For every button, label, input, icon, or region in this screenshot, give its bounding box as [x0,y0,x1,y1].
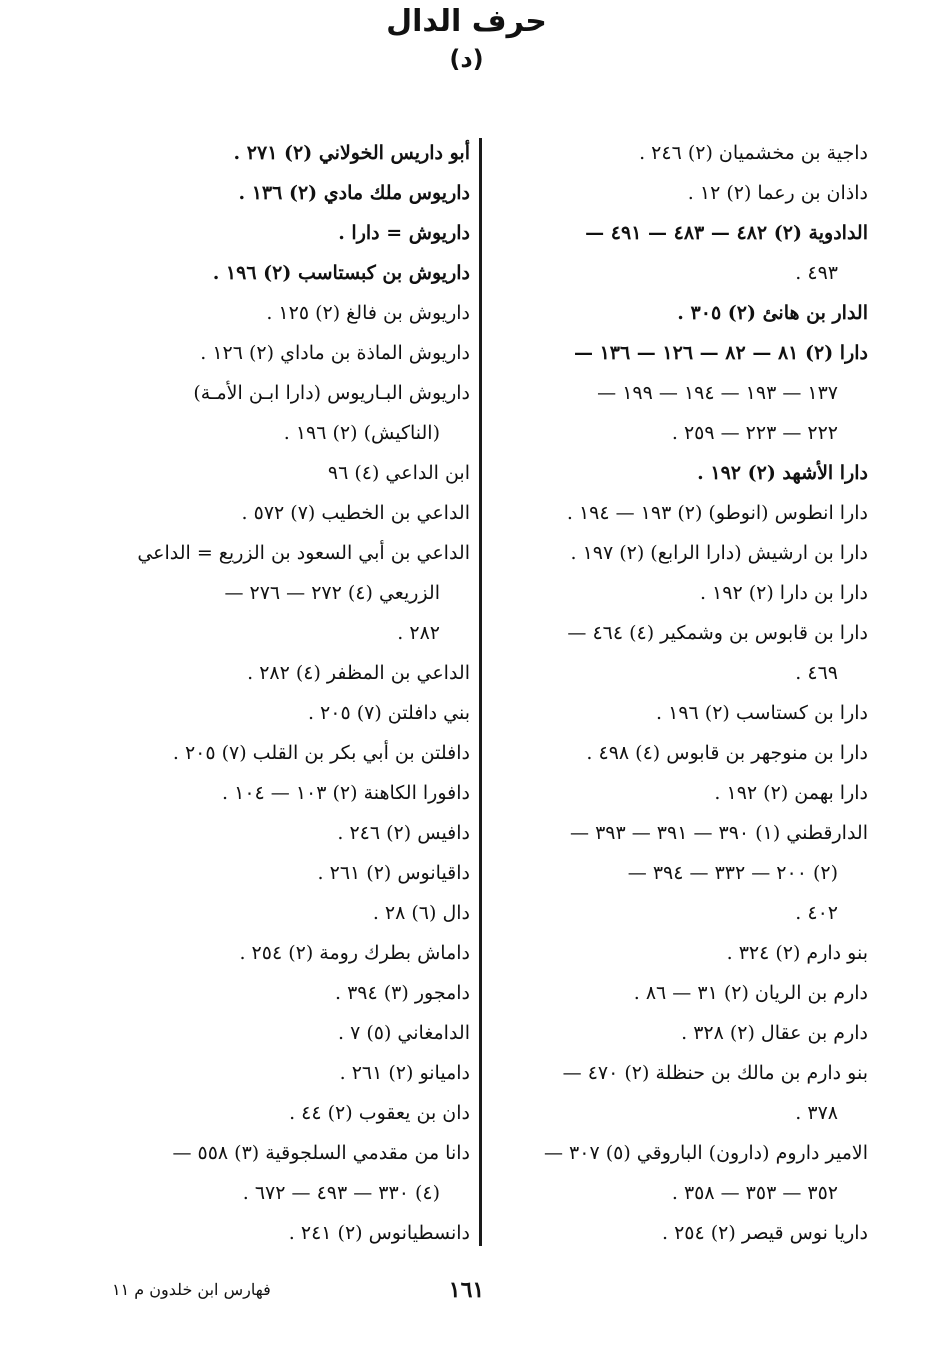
index-entry: بني دافلتن (٧) ٢٠٥ . [307,702,470,724]
index-entry: دانسطيانوس (٢) ٢٤١ . [288,1222,470,1244]
index-entry: داماش بطرك رومة (٢) ٢٥٤ . [239,942,470,964]
index-entry: داريوش الماذة بن ماداي (٢) ١٢٦ . [200,342,470,364]
page-header [0,2,933,74]
index-entry: الداعي بن أبي السعود بن الزريع = الداعي [137,542,470,564]
index-entry: دارا (٢) ٨١ — ٨٢ — ١٢٦ — ١٣٦ — [573,342,868,364]
volume-note: فهارس ابن خلدون م ١١ [112,1280,271,1299]
page-number: ١٦١ [448,1277,485,1303]
column-divider [479,138,482,1246]
index-entry: الدارقطني (١) ٣٩٠ — ٣٩١ — ٣٩٣ — [570,822,868,844]
index-entry-continuation: (٤) ٣٣٠ — ٤٩٣ — ٦٧٢ . [242,1182,440,1204]
index-entry: الداعي بن الخطيب (٧) ٥٧٢ . [241,502,470,524]
index-entry: دال (٦) ٢٨ . [372,902,470,924]
index-entry: دانا من مقدمي السلجوقية (٣) ٥٥٨ — [172,1142,470,1164]
index-entry: بنو دارم بن مالك بن حنظلة (٢) ٤٧٠ — [562,1062,868,1084]
index-entry: داجية بن مخشميان (٢) ٢٤٦ . [639,142,868,164]
index-entry: دافلتن بن أبي بكر بن القلب (٧) ٢٠٥ . [172,742,470,764]
index-entry-continuation: الزريعي (٤) ٢٧٢ — ٢٧٦ — [224,582,440,604]
index-entry: دارا بن دارا (٢) ١٩٢ . [699,582,868,604]
section-letter: (د) [449,45,484,73]
index-entry: داميانو (٢) ٢٦١ . [339,1062,470,1084]
index-entry: الدامغاني (٥) ٧ . [337,1022,470,1044]
index-entry: داريوش = دارا . [338,222,470,244]
index-entry: الامير داروم (دارون) الباروقي (٥) ٣٠٧ — [543,1142,868,1164]
index-entry: دامجور (٣) ٣٩٤ . [334,982,470,1004]
index-entry: داريوش بن كبستاسب (٢) ١٩٦ . [212,262,470,284]
section-title: حرف الدال [386,4,547,39]
index-entry: دارم بن الريان (٢) ٣١ — ٨٦ . [633,982,868,1004]
index-entry: أبو داريس الخولاني (٢) ٢٧١ . [233,142,470,164]
index-entry-continuation: ٤٦٩ . [795,662,838,684]
index-entry: دارا انطوس (انوطو) (٢) ١٩٣ — ١٩٤ . [566,502,868,524]
index-column-left [118,133,470,1253]
index-entry: داريوس ملك مادي (٢) ١٣٦ . [238,182,470,204]
index-entry: دارا الأشهد (٢) ١٩٢ . [697,462,868,484]
index-entry: دافورا الكاهنة (٢) ١٠٣ — ١٠٤ . [222,782,470,804]
index-entry: داريوش بن فالغ (٢) ١٢٥ . [266,302,470,324]
index-entry: دارم بن عقال (٢) ٣٢٨ . [681,1022,868,1044]
index-entry-continuation: ١٣٧ — ١٩٣ — ١٩٤ — ١٩٩ — [597,382,838,404]
index-entry: دارا بن ارشيش (دارا الرابع) (٢) ١٩٧ . [570,542,868,564]
index-entry: داذان بن رعما (٢) ١٢ . [687,182,868,204]
index-entry: دارا بهمن (٢) ١٩٢ . [714,782,868,804]
index-entry: الدادوية (٢) ٤٨٢ — ٤٨٣ — ٤٩١ — [585,222,868,244]
index-entry-continuation: (الناكيش) (٢) ١٩٦ . [283,422,440,444]
index-entry: داريوش البـاريوس (دارا ابـن الأمـة) [193,382,470,404]
index-entry: الداعي بن المظفر (٤) ٢٨٢ . [247,662,470,684]
index-entry-continuation: ٣٥٢ — ٣٥٣ — ٣٥٨ . [671,1182,838,1204]
index-entry: داريا نوس قيصر (٢) ٢٥٤ . [662,1222,868,1244]
index-entry-continuation: ٢٢٢ — ٢٢٣ — ٢٥٩ . [671,422,838,444]
index-entry-continuation: (٢) ٢٠٠ — ٣٣٢ — ٣٩٤ — [627,862,838,884]
index-entry: بنو دارم (٢) ٣٢٤ . [726,942,868,964]
index-entry: الدار بن هانئ (٢) ٣٠٥ . [677,302,868,324]
index-entry-continuation: ٣٧٨ . [795,1102,838,1124]
index-entry: ابن الداعي (٤) ٩٦ [327,462,470,484]
index-entry: دافيس (٢) ٢٤٦ . [337,822,470,844]
index-entry: دارا بن قابوس بن وشمكير (٤) ٤٦٤ — [567,622,868,644]
index-entry: دارا بن كستاسب (٢) ١٩٦ . [656,702,868,724]
index-entry-continuation: ٤٩٣ . [795,262,838,284]
index-entry-continuation: ٤٠٢ . [795,902,838,924]
index-entry: دان بن يعقوب (٢) ٤٤ . [289,1102,470,1124]
index-entry: دارا بن منوجهر بن قابوس (٤) ٤٩٨ . [586,742,868,764]
index-column-right [500,133,868,1253]
index-entry: داقيانوس (٢) ٢٦١ . [317,862,470,884]
index-entry-continuation: ٢٨٢ . [397,622,440,644]
